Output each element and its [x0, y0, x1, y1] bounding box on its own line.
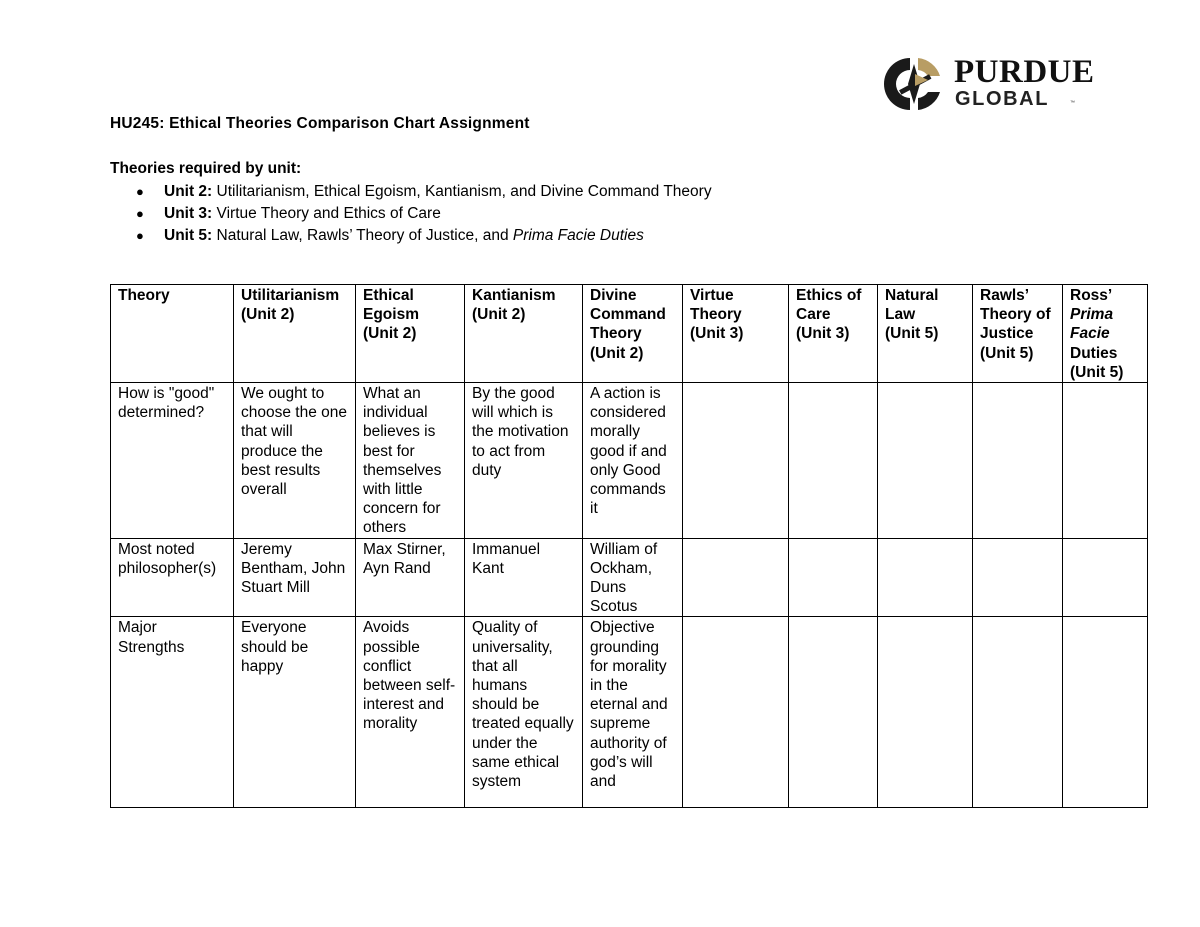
ethical-theories-comparison-table — [110, 284, 1148, 808]
table-cell: What an individual believes is best for themselves with little concern for others — [356, 383, 465, 539]
unit-list — [136, 181, 712, 247]
table-cell — [583, 617, 683, 808]
cell-text: Quality of universality, that all humans should be treated equally under the same ethical system — [472, 619, 574, 791]
table-row — [111, 383, 1148, 539]
table-cell: We ought to choose the one that will produce the best results overall — [234, 383, 356, 539]
table-cell: William of Ockham, Duns Scotus — [583, 538, 683, 617]
table-cell: Immanuel Kant — [465, 538, 583, 617]
unit-list-item-2 — [136, 181, 712, 203]
header-ross-duties: Ross’ Prima Facie Duties (Unit 5) — [1063, 285, 1148, 383]
table-cell — [878, 617, 973, 808]
header-divine-command: Divine Command Theory (Unit 2) — [583, 285, 683, 383]
row-label-cell: Most noted philosopher(s) — [111, 538, 234, 617]
unit-italic-text: Prima Facie Duties — [512, 227, 644, 244]
row-label-cell: How is "good" determined? — [111, 383, 234, 539]
table-cell — [789, 538, 878, 617]
header-utilitarianism: Utilitarianism (Unit 2) — [234, 285, 356, 383]
header-theory: Theory — [111, 285, 234, 383]
table-cell — [1063, 617, 1148, 808]
unit-list-item-3 — [136, 203, 712, 225]
table-cell — [789, 617, 878, 808]
table-cell — [683, 383, 789, 539]
header-virtue-theory: Virtue Theory (Unit 3) — [683, 285, 789, 383]
globe-emblem-icon — [884, 54, 944, 114]
logo-wordmark-purdue: PURDUE — [954, 54, 1095, 90]
unit-label: Unit 2: — [164, 183, 213, 200]
table-cell — [973, 383, 1063, 539]
table-row — [111, 617, 1148, 808]
logo-trademark: ™ — [1070, 100, 1075, 106]
row-label-cell: Major Strengths — [111, 617, 234, 808]
table-cell — [789, 383, 878, 539]
document-title: HU245: Ethical Theories Comparison Chart Assignment — [110, 115, 530, 132]
unit-text: Utilitarianism, Ethical Egoism, Kantianism, and Divine Command Theory — [212, 183, 712, 200]
table-cell: Jeremy Bentham, John Stuart Mill — [234, 538, 356, 617]
logo-wordmark-global: GLOBAL — [955, 88, 1050, 110]
table-header-row — [111, 285, 1148, 383]
unit-label: Unit 5: — [164, 227, 213, 244]
table-cell — [465, 617, 583, 808]
bullet-icon: ● — [136, 184, 144, 199]
table-row — [111, 538, 1148, 617]
table-cell — [973, 538, 1063, 617]
table-cell — [1063, 538, 1148, 617]
table-cell — [683, 617, 789, 808]
unit-text: Virtue Theory and Ethics of Care — [212, 205, 441, 222]
unit-text: Natural Law, Rawls’ Theory of Justice, and — [212, 227, 513, 244]
table-cell — [878, 538, 973, 617]
bullet-icon: ● — [136, 228, 144, 243]
header-ethical-egoism: Ethical Egoism (Unit 2) — [356, 285, 465, 383]
purdue-global-logo — [884, 52, 1094, 116]
table-cell — [683, 538, 789, 617]
header-ethics-of-care: Ethics of Care (Unit 3) — [789, 285, 878, 383]
theories-subheading: Theories required by unit: — [110, 160, 302, 177]
table-cell: Everyone should be happy — [234, 617, 356, 808]
cell-text: Objective grounding for morality in the eternal and supreme authority of god’s will and — [590, 619, 668, 791]
unit-label: Unit 3: — [164, 205, 213, 222]
table-cell: By the good will which is the motivation to act from duty — [465, 383, 583, 539]
table-cell: A action is considered morally good if and only Good commands it — [583, 383, 683, 539]
header-natural-law: Natural Law (Unit 5) — [878, 285, 973, 383]
header-rawls-theory: Rawls’ Theory of Justice (Unit 5) — [973, 285, 1063, 383]
table-cell: Avoids possible conflict between self-interest and morality — [356, 617, 465, 808]
table-cell: Max Stirner, Ayn Rand — [356, 538, 465, 617]
table-cell — [1063, 383, 1148, 539]
table-cell — [973, 617, 1063, 808]
table-cell — [878, 383, 973, 539]
unit-list-item-5 — [136, 225, 712, 247]
header-kantianism: Kantianism (Unit 2) — [465, 285, 583, 383]
bullet-icon: ● — [136, 206, 144, 221]
